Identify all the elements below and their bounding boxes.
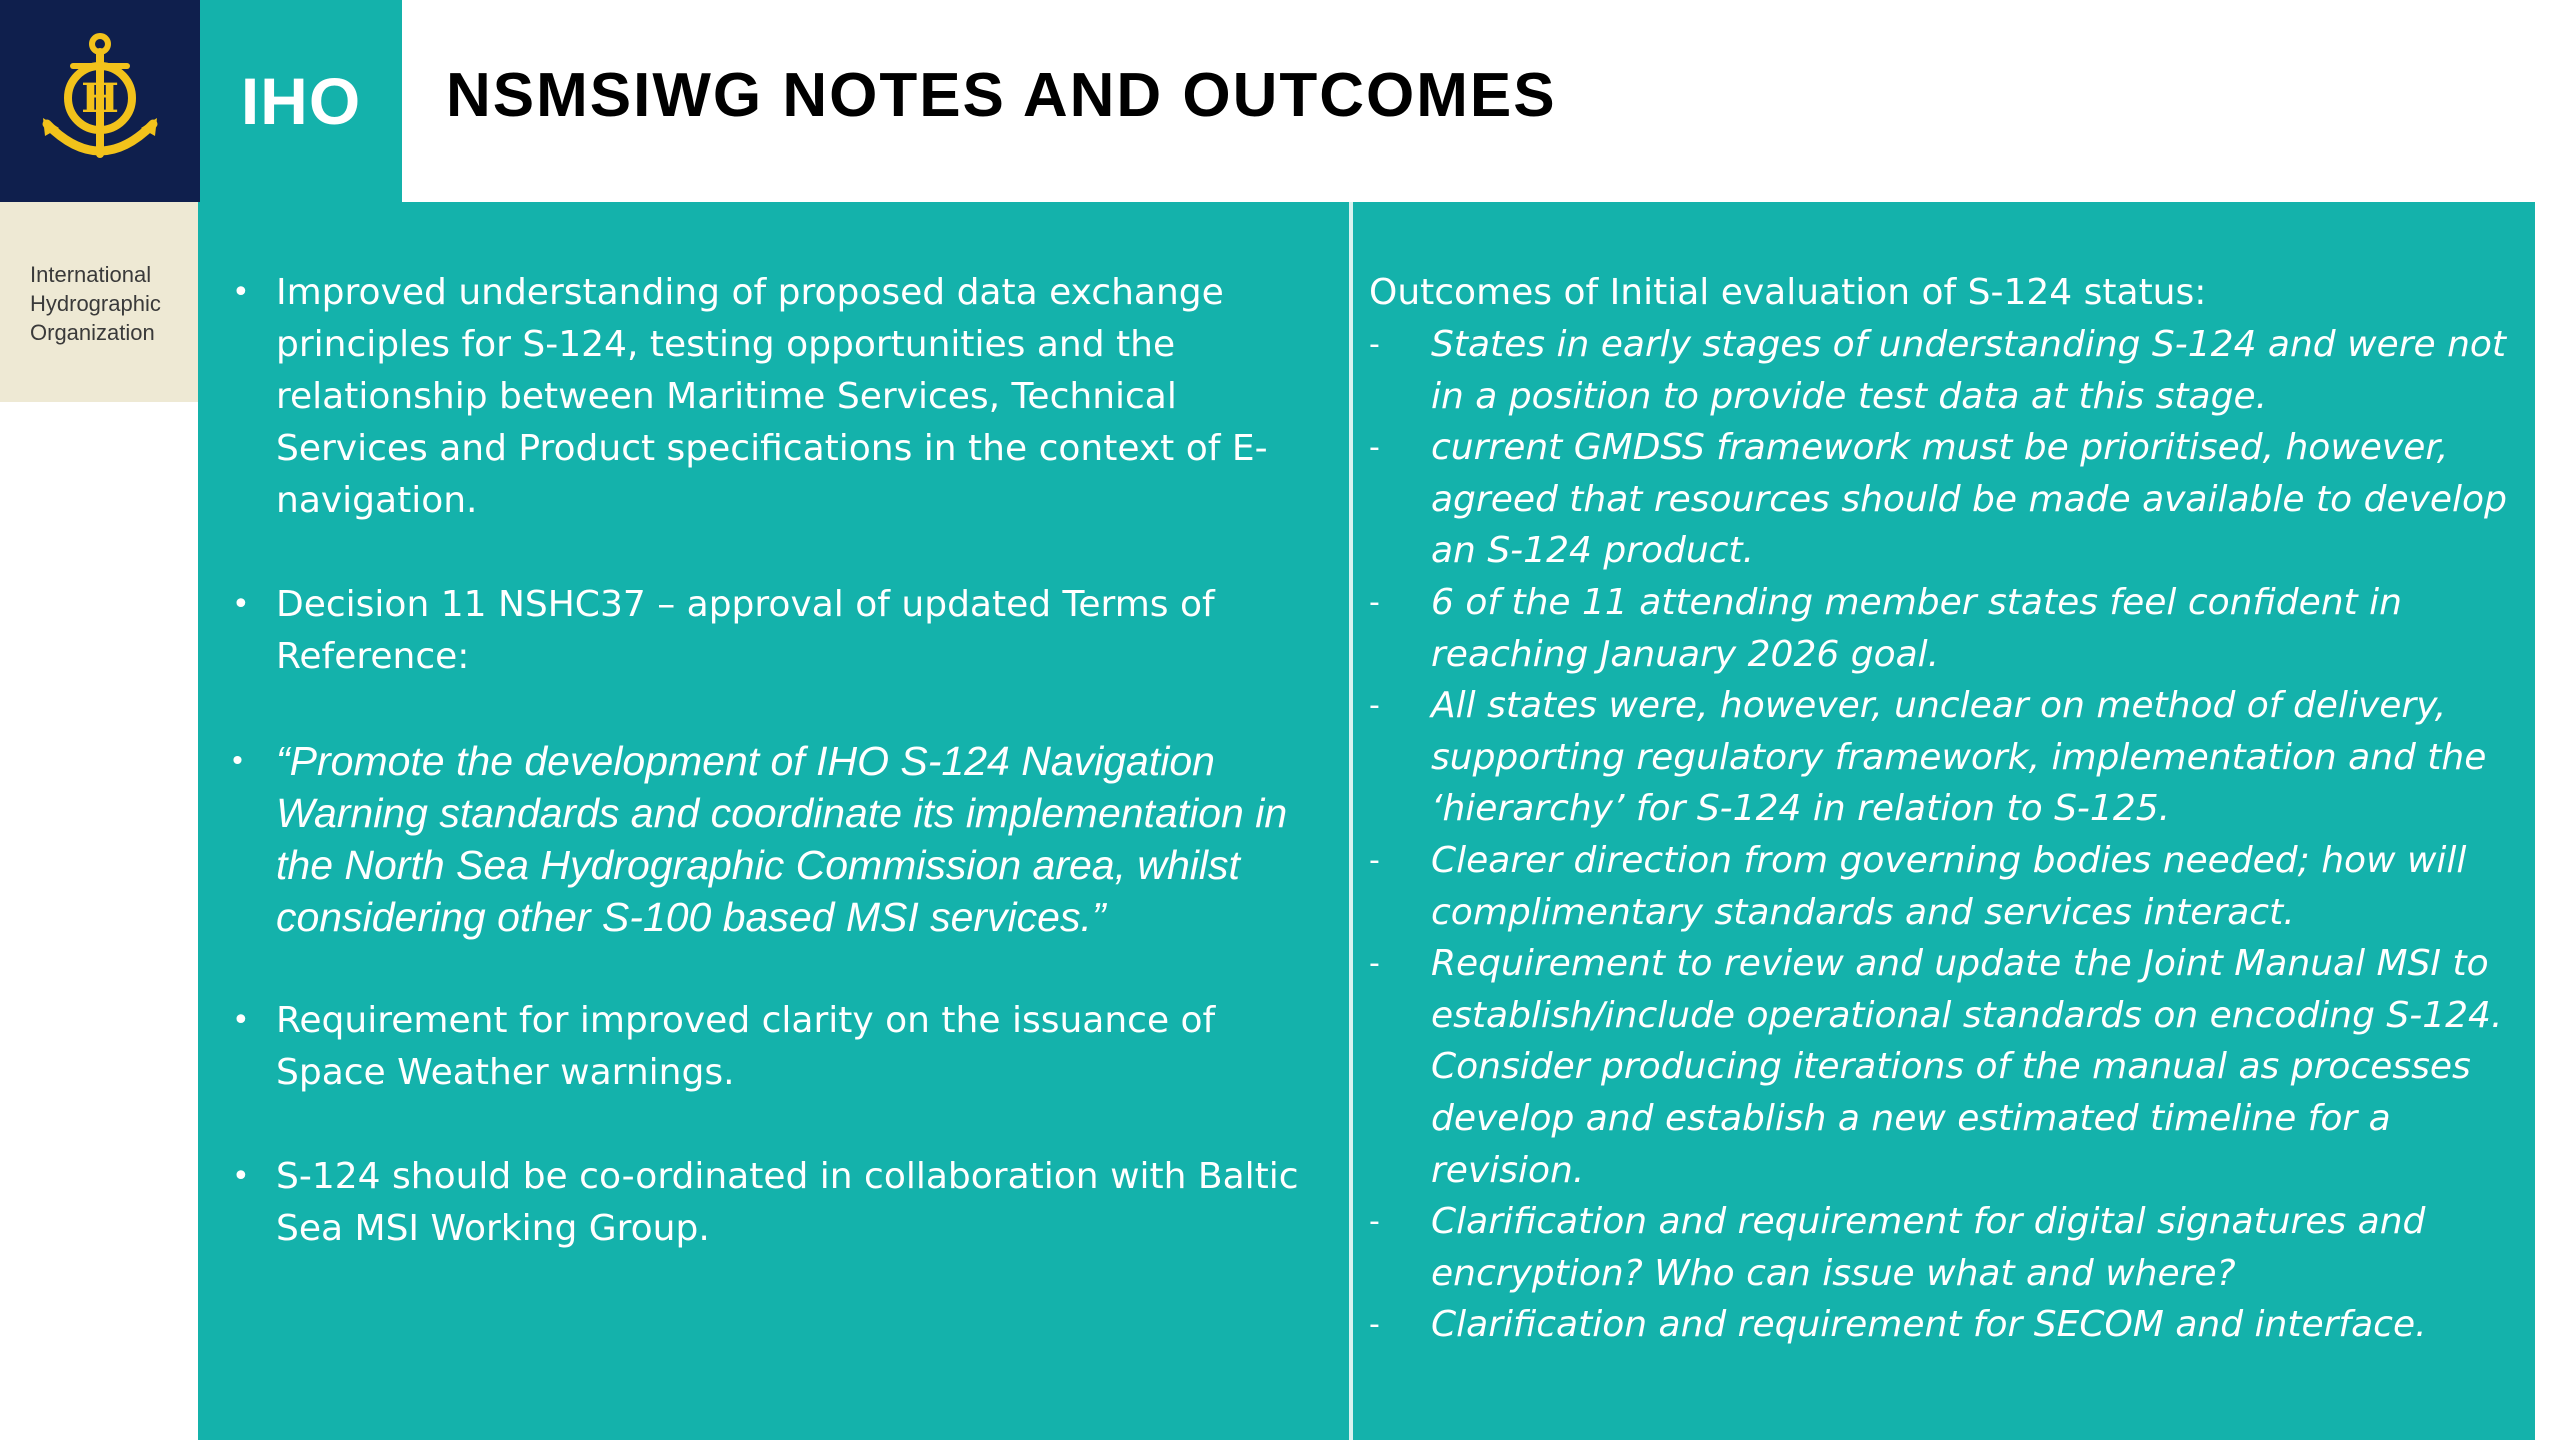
brand-box: [200, 0, 402, 202]
outcome-item: [1369, 1196, 2523, 1299]
outcomes-panel: [1353, 202, 2535, 1440]
bullet-icon: •: [232, 744, 243, 777]
note-item: [220, 995, 1320, 1099]
bullet-icon: •: [232, 1003, 250, 1038]
dash-icon: -: [1369, 1307, 1380, 1343]
outcome-item: [1369, 680, 2523, 835]
outcome-item: [1369, 577, 2523, 680]
outcome-text: Clarification and requirement for digital signatures and encryption? Who can issue what and where?: [1431, 1201, 2426, 1294]
slide-title: NSMSIWG NOTES AND OUTCOMES: [446, 61, 1557, 130]
outcome-item: [1369, 422, 2523, 577]
dash-icon: -: [1369, 946, 1380, 982]
outcomes-list: [1369, 319, 2523, 1351]
organization-name: [0, 202, 198, 402]
note-item: [220, 579, 1320, 683]
outcome-item: [1369, 1299, 2523, 1351]
svg-text:H: H: [81, 75, 119, 122]
dash-icon: -: [1369, 327, 1380, 362]
note-text: Improved understanding of proposed data exchange principles for S-124, testing opportunities and the relationship between Maritime Services, Technical Services and Product specifications in the context of E-navigation.: [276, 272, 1268, 521]
outcome-item: [1369, 835, 2523, 938]
org-line: International: [30, 262, 152, 287]
notes-list: [220, 267, 1320, 1255]
note-text: Decision 11 NSHC37 – approval of updated Terms of Reference:: [276, 584, 1215, 677]
note-text: S-124 should be co-ordinated in collaboration with Baltic Sea MSI Working Group.: [276, 1156, 1299, 1249]
outcomes-heading: Outcomes of Initial evaluation of S-124 status:: [1369, 272, 2207, 313]
notes-panel: [198, 202, 1350, 1440]
bullet-icon: •: [232, 1159, 250, 1194]
brand-text: IHO: [240, 64, 362, 138]
outcome-item: [1369, 938, 2523, 1196]
outcome-text: All states were, however, unclear on method of delivery, supporting regulatory framework, implementation and the ‘hierarchy’ for S-124 in relation to S-125.: [1431, 685, 2487, 830]
dash-icon: -: [1369, 688, 1380, 724]
dash-icon: -: [1369, 842, 1380, 878]
note-item: [220, 267, 1320, 527]
outcome-text: Clearer direction from governing bodies needed; how will complimentary standards and services interact.: [1431, 839, 2467, 933]
note-item: [220, 1151, 1320, 1255]
outcome-item: [1369, 319, 2523, 422]
outcome-text: current GMDSS framework must be prioritised, however, agreed that resources should be made available to develop an S-124 product.: [1431, 427, 2507, 572]
org-line: Hydrographic: [30, 291, 161, 316]
org-line: Organization: [30, 320, 155, 345]
dash-icon: -: [1369, 584, 1380, 620]
bullet-icon: •: [232, 275, 250, 310]
dash-icon: -: [1369, 1204, 1380, 1240]
outcome-text: States in early stages of understanding S-124 and were not in a position to provide test data at this stage.: [1431, 324, 2507, 417]
note-item-quote: [220, 735, 1320, 943]
bullet-icon: •: [232, 587, 250, 622]
note-text: Requirement for improved clarity on the issuance of Space Weather warnings.: [276, 1000, 1216, 1093]
note-text: “Promote the development of IHO S-124 Navigation Warning standards and coordinate its implementation in the North Sea Hydrographic Commission area, whilst considering other S-100 based MSI services.”: [276, 738, 1288, 940]
outcome-text: Clarification and requirement for SECOM and interface.: [1431, 1304, 2427, 1346]
logo-box: [0, 0, 200, 202]
outcome-text: 6 of the 11 attending member states feel confident in reaching January 2026 goal.: [1431, 581, 2402, 675]
outcome-text: Requirement to review and update the Joint Manual MSI to establish/include operational standards on encoding S-124. Consider producing iterations of the manual as processes develop and establish a new estimated timeline for a revision.: [1431, 943, 2503, 1191]
dash-icon: -: [1369, 430, 1380, 466]
iho-anchor-emblem-icon: [35, 26, 165, 176]
